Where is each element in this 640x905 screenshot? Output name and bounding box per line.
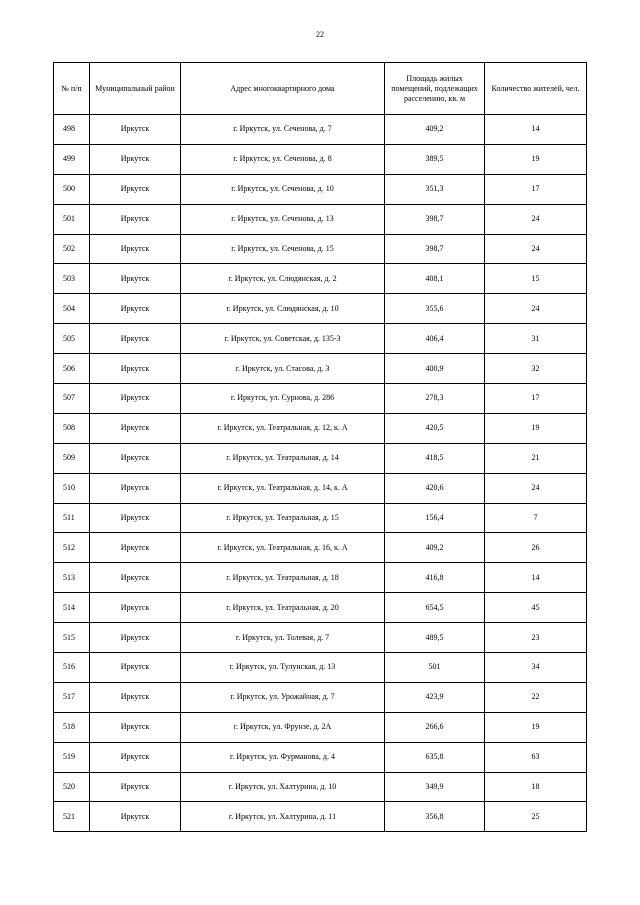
cell-num: 502 bbox=[54, 234, 90, 264]
cell-district: Иркутск bbox=[90, 174, 181, 204]
cell-address: г. Иркутск, ул. Сеченова, д. 15 bbox=[181, 234, 385, 264]
table-row bbox=[54, 384, 587, 414]
cell-district: Иркутск bbox=[90, 503, 181, 533]
cell-num: 509 bbox=[54, 443, 90, 473]
cell-residents: 22 bbox=[485, 682, 587, 712]
table-row bbox=[54, 144, 587, 174]
cell-area: 408,1 bbox=[385, 264, 485, 294]
page-number: 22 bbox=[316, 30, 324, 39]
cell-address: г. Иркутск, ул. Театральная, д. 20 bbox=[181, 593, 385, 623]
table-row bbox=[54, 354, 587, 384]
cell-address: г. Иркутск, ул. Слюдянская, д. 10 bbox=[181, 294, 385, 324]
cell-area: 409,2 bbox=[385, 533, 485, 563]
cell-residents: 25 bbox=[485, 802, 587, 832]
cell-num: 514 bbox=[54, 593, 90, 623]
cell-area: 400,9 bbox=[385, 354, 485, 384]
cell-district: Иркутск bbox=[90, 593, 181, 623]
cell-num: 512 bbox=[54, 533, 90, 563]
cell-address: г. Иркутск, ул. Сурнова, д. 286 bbox=[181, 384, 385, 414]
cell-num: 518 bbox=[54, 712, 90, 742]
cell-address: г. Иркутск, ул. Советская, д. 135-3 bbox=[181, 324, 385, 354]
cell-residents: 24 bbox=[485, 294, 587, 324]
cell-district: Иркутск bbox=[90, 144, 181, 174]
cell-address: г. Иркутск, ул. Стасова, д. 3 bbox=[181, 354, 385, 384]
cell-area: 420,6 bbox=[385, 473, 485, 503]
cell-num: 513 bbox=[54, 563, 90, 593]
cell-residents: 18 bbox=[485, 772, 587, 802]
table-row bbox=[54, 653, 587, 683]
table-row bbox=[54, 802, 587, 832]
cell-num: 501 bbox=[54, 204, 90, 234]
cell-district: Иркутск bbox=[90, 264, 181, 294]
cell-num: 500 bbox=[54, 174, 90, 204]
cell-num: 499 bbox=[54, 144, 90, 174]
cell-district: Иркутск bbox=[90, 653, 181, 683]
cell-residents: 14 bbox=[485, 115, 587, 145]
cell-district: Иркутск bbox=[90, 802, 181, 832]
cell-area: 416,8 bbox=[385, 563, 485, 593]
cell-residents: 24 bbox=[485, 204, 587, 234]
cell-address: г. Иркутск, ул. Театральная, д. 15 bbox=[181, 503, 385, 533]
table-row bbox=[54, 234, 587, 264]
cell-address: г. Иркутск, ул. Халтурина, д. 10 bbox=[181, 772, 385, 802]
cell-area: 351,3 bbox=[385, 174, 485, 204]
cell-area: 398,7 bbox=[385, 204, 485, 234]
cell-address: г. Иркутск, ул. Слюдянская, д. 2 bbox=[181, 264, 385, 294]
cell-district: Иркутск bbox=[90, 324, 181, 354]
cell-area: 398,7 bbox=[385, 234, 485, 264]
table-header-row bbox=[54, 63, 587, 115]
table-row bbox=[54, 503, 587, 533]
header-address: Адрес многоквартирного дома bbox=[181, 63, 385, 115]
housing-registry-table bbox=[53, 62, 587, 832]
cell-residents: 19 bbox=[485, 413, 587, 443]
table-row bbox=[54, 533, 587, 563]
table-row bbox=[54, 413, 587, 443]
cell-residents: 7 bbox=[485, 503, 587, 533]
cell-residents: 23 bbox=[485, 623, 587, 653]
header-district: Муниципальный район bbox=[90, 63, 181, 115]
table-row bbox=[54, 593, 587, 623]
cell-num: 506 bbox=[54, 354, 90, 384]
cell-num: 510 bbox=[54, 473, 90, 503]
cell-residents: 19 bbox=[485, 144, 587, 174]
header-residents: Количество жителей, чел. bbox=[485, 63, 587, 115]
cell-district: Иркутск bbox=[90, 413, 181, 443]
cell-num: 507 bbox=[54, 384, 90, 414]
cell-address: г. Иркутск, ул. Театральная, д. 16, к. А bbox=[181, 533, 385, 563]
header-area: Площадь жилых помещений, подлежащих расселению, кв. м bbox=[385, 63, 485, 115]
cell-address: г. Иркутск, ул. Театральная, д. 18 bbox=[181, 563, 385, 593]
table-row bbox=[54, 174, 587, 204]
cell-area: 406,4 bbox=[385, 324, 485, 354]
cell-num: 505 bbox=[54, 324, 90, 354]
table-row bbox=[54, 264, 587, 294]
cell-area: 635,8 bbox=[385, 742, 485, 772]
cell-district: Иркутск bbox=[90, 354, 181, 384]
cell-residents: 31 bbox=[485, 324, 587, 354]
cell-residents: 15 bbox=[485, 264, 587, 294]
cell-address: г. Иркутск, ул. Сеченова, д. 7 bbox=[181, 115, 385, 145]
cell-address: г. Иркутск, ул. Халтурина, д. 11 bbox=[181, 802, 385, 832]
cell-residents: 17 bbox=[485, 384, 587, 414]
cell-area: 389,5 bbox=[385, 144, 485, 174]
cell-num: 517 bbox=[54, 682, 90, 712]
cell-area: 418,5 bbox=[385, 443, 485, 473]
cell-district: Иркутск bbox=[90, 384, 181, 414]
cell-residents: 14 bbox=[485, 563, 587, 593]
cell-address: г. Иркутск, ул. Сеченова, д. 13 bbox=[181, 204, 385, 234]
cell-district: Иркутск bbox=[90, 623, 181, 653]
header-num: № п/п bbox=[54, 63, 90, 115]
cell-area: 423,9 bbox=[385, 682, 485, 712]
cell-address: г. Иркутск, ул. Фрунзе, д. 2А bbox=[181, 712, 385, 742]
cell-address: г. Иркутск, ул. Тулунская, д. 13 bbox=[181, 653, 385, 683]
table-row bbox=[54, 742, 587, 772]
cell-num: 521 bbox=[54, 802, 90, 832]
cell-area: 409,2 bbox=[385, 115, 485, 145]
cell-residents: 45 bbox=[485, 593, 587, 623]
cell-area: 278,3 bbox=[385, 384, 485, 414]
table-row bbox=[54, 204, 587, 234]
cell-district: Иркутск bbox=[90, 533, 181, 563]
table-row bbox=[54, 682, 587, 712]
cell-address: г. Иркутск, ул. Театральная, д. 14, к. А bbox=[181, 473, 385, 503]
cell-district: Иркутск bbox=[90, 204, 181, 234]
table-row bbox=[54, 473, 587, 503]
cell-district: Иркутск bbox=[90, 115, 181, 145]
cell-district: Иркутск bbox=[90, 682, 181, 712]
cell-district: Иркутск bbox=[90, 234, 181, 264]
cell-num: 520 bbox=[54, 772, 90, 802]
cell-num: 519 bbox=[54, 742, 90, 772]
cell-residents: 63 bbox=[485, 742, 587, 772]
cell-district: Иркутск bbox=[90, 742, 181, 772]
cell-area: 349,9 bbox=[385, 772, 485, 802]
table-row bbox=[54, 115, 587, 145]
cell-area: 356,8 bbox=[385, 802, 485, 832]
cell-residents: 26 bbox=[485, 533, 587, 563]
cell-address: г. Иркутск, ул. Сеченова, д. 8 bbox=[181, 144, 385, 174]
cell-residents: 34 bbox=[485, 653, 587, 683]
cell-num: 498 bbox=[54, 115, 90, 145]
cell-address: г. Иркутск, ул. Урожайная, д. 7 bbox=[181, 682, 385, 712]
cell-area: 654,5 bbox=[385, 593, 485, 623]
cell-residents: 21 bbox=[485, 443, 587, 473]
cell-area: 420,5 bbox=[385, 413, 485, 443]
cell-num: 516 bbox=[54, 653, 90, 683]
cell-district: Иркутск bbox=[90, 473, 181, 503]
cell-area: 489,5 bbox=[385, 623, 485, 653]
cell-address: г. Иркутск, ул. Театральная, д. 12, к. А bbox=[181, 413, 385, 443]
cell-area: 355,6 bbox=[385, 294, 485, 324]
table-row bbox=[54, 623, 587, 653]
cell-residents: 32 bbox=[485, 354, 587, 384]
cell-num: 503 bbox=[54, 264, 90, 294]
cell-num: 511 bbox=[54, 503, 90, 533]
table-row bbox=[54, 772, 587, 802]
cell-address: г. Иркутск, ул. Сеченова, д. 10 bbox=[181, 174, 385, 204]
table-row bbox=[54, 324, 587, 354]
cell-area: 501 bbox=[385, 653, 485, 683]
cell-district: Иркутск bbox=[90, 294, 181, 324]
cell-residents: 19 bbox=[485, 712, 587, 742]
table-body bbox=[54, 115, 587, 832]
cell-address: г. Иркутск, ул. Театральная, д. 14 bbox=[181, 443, 385, 473]
cell-area: 266,6 bbox=[385, 712, 485, 742]
cell-address: г. Иркутск, ул. Толевая, д. 7 bbox=[181, 623, 385, 653]
cell-residents: 24 bbox=[485, 234, 587, 264]
cell-district: Иркутск bbox=[90, 563, 181, 593]
cell-address: г. Иркутск, ул. Фурманова, д. 4 bbox=[181, 742, 385, 772]
cell-residents: 17 bbox=[485, 174, 587, 204]
cell-num: 508 bbox=[54, 413, 90, 443]
table-row bbox=[54, 712, 587, 742]
cell-district: Иркутск bbox=[90, 712, 181, 742]
cell-area: 156,4 bbox=[385, 503, 485, 533]
table-row bbox=[54, 563, 587, 593]
table-row bbox=[54, 294, 587, 324]
cell-num: 504 bbox=[54, 294, 90, 324]
cell-residents: 24 bbox=[485, 473, 587, 503]
cell-num: 515 bbox=[54, 623, 90, 653]
table-row bbox=[54, 443, 587, 473]
cell-district: Иркутск bbox=[90, 443, 181, 473]
cell-district: Иркутск bbox=[90, 772, 181, 802]
